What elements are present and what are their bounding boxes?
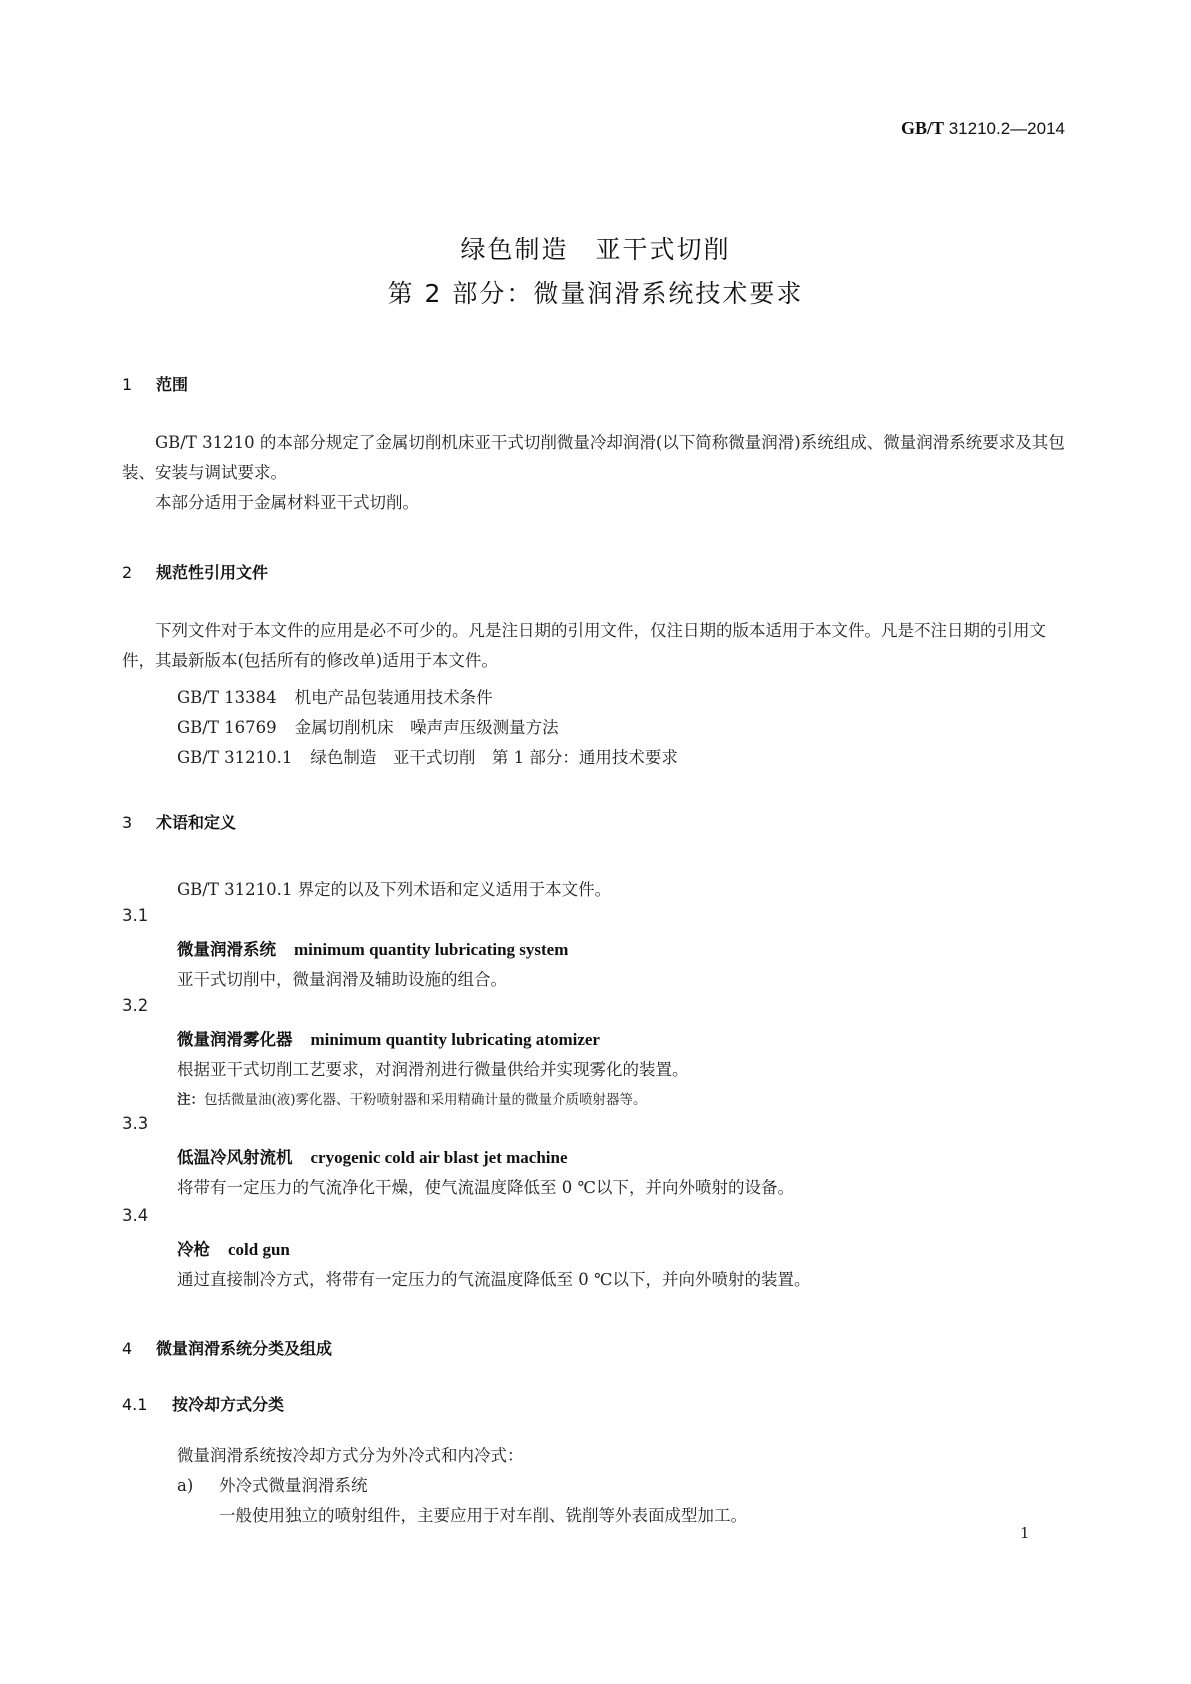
section-1-heading <box>122 372 188 395</box>
term-english: cryogenic cold air blast jet machine <box>310 1148 568 1167</box>
normative-reference <box>177 714 559 738</box>
section-4-heading <box>122 1336 332 1359</box>
page-number: 1 <box>1020 1524 1030 1542</box>
subsection-title: 按冷却方式分类 <box>172 1395 285 1414</box>
term-heading <box>177 1144 568 1168</box>
term-chinese: 微量润滑雾化器 <box>177 1030 293 1049</box>
list-item <box>177 1472 368 1496</box>
list-item-description: 一般使用独立的喷射组件，主要应用于对车削、铣削等外表面成型加工。 <box>219 1506 747 1525</box>
subsection-number: 4.1 <box>122 1395 148 1414</box>
term-heading <box>177 1236 290 1260</box>
normative-reference <box>177 744 678 768</box>
section-number: 3 <box>122 813 133 832</box>
term-number: 3.2 <box>122 996 149 1015</box>
reference-title: 机电产品包装通用技术条件 <box>294 688 493 707</box>
normative-reference <box>177 684 493 708</box>
section-number: 1 <box>122 375 133 394</box>
section-3-intro: GB/T 31210.1 界定的以及下列术语和定义适用于本文件。 <box>177 880 612 899</box>
term-definition: 通过直接制冷方式，将带有一定压力的气流温度降低至 0 ℃以下，并向外喷射的装置。 <box>177 1270 811 1289</box>
section-title: 范围 <box>156 375 189 394</box>
section-2-heading <box>122 560 268 583</box>
term-definition: 亚干式切削中，微量润滑及辅助设施的组合。 <box>177 970 507 989</box>
term-number: 3.4 <box>122 1206 149 1225</box>
section-3-heading <box>122 810 236 833</box>
term-chinese: 低温冷风射流机 <box>177 1148 293 1167</box>
document-title-line1: 绿色制造 亚干式切削 <box>460 235 731 264</box>
list-marker: a) <box>177 1476 194 1495</box>
note-text: 包括微量油(液)雾化器、干粉喷射器和采用精确计量的微量介质喷射器等。 <box>204 1092 647 1108</box>
term-definition: 根据亚干式切削工艺要求，对润滑剂进行微量供给并实现雾化的装置。 <box>177 1060 689 1079</box>
section-1-para-2: 本部分适用于金属材料亚干式切削。 <box>155 493 419 512</box>
standard-prefix: GB/T <box>900 118 944 138</box>
section-number: 4 <box>122 1339 133 1358</box>
section-title: 微量润滑系统分类及组成 <box>156 1339 333 1358</box>
reference-title: 金属切削机床 噪声声压级测量方法 <box>294 718 559 737</box>
term-chinese: 微量润滑系统 <box>177 940 276 959</box>
section-1-para-1: GB/T 31210 的本部分规定了金属切削机床亚干式切削微量冷却润滑(以下简称微量润滑)系统组成、微量润滑系统要求及其包装、安装与调试要求。 <box>122 433 1065 482</box>
subsection-4-1-heading <box>122 1392 284 1415</box>
document-title-line2: 第 2 部分：微量润滑系统技术要求 <box>387 279 804 308</box>
term-heading <box>177 1026 600 1050</box>
reference-code: GB/T 13384 <box>177 688 277 707</box>
standard-code <box>901 118 1065 139</box>
note-label: 注： <box>177 1092 204 1108</box>
section-title: 术语和定义 <box>156 813 237 832</box>
term-definition: 将带有一定压力的气流净化干燥，使气流温度降低至 0 ℃以下，并向外喷射的设备。 <box>177 1178 794 1197</box>
term-note <box>177 1088 647 1108</box>
standard-number: 31210.2—2014 <box>948 119 1065 138</box>
term-number: 3.1 <box>122 906 149 925</box>
section-2-para-1: 下列文件对于本文件的应用是必不可少的。凡是注日期的引用文件，仅注日期的版本适用于本文件。凡是不注日期的引用文件，其最新版本(包括所有的修改单)适用于本文件。 <box>122 621 1046 670</box>
term-heading <box>177 936 568 960</box>
list-item-label: 外冷式微量润滑系统 <box>219 1476 368 1495</box>
term-english: cold gun <box>228 1240 290 1259</box>
reference-code: GB/T 31210.1 <box>177 748 293 767</box>
term-chinese: 冷枪 <box>177 1240 210 1259</box>
section-number: 2 <box>122 563 133 582</box>
term-number: 3.3 <box>122 1114 149 1133</box>
reference-code: GB/T 16769 <box>177 718 277 737</box>
term-english: minimum quantity lubricating atomizer <box>310 1030 600 1049</box>
term-english: minimum quantity lubricating system <box>294 940 569 959</box>
subsection-4-1-intro: 微量润滑系统按冷却方式分为外冷式和内冷式： <box>177 1446 524 1465</box>
reference-title: 绿色制造 亚干式切削 第 1 部分：通用技术要求 <box>310 748 678 767</box>
section-title: 规范性引用文件 <box>156 563 269 582</box>
